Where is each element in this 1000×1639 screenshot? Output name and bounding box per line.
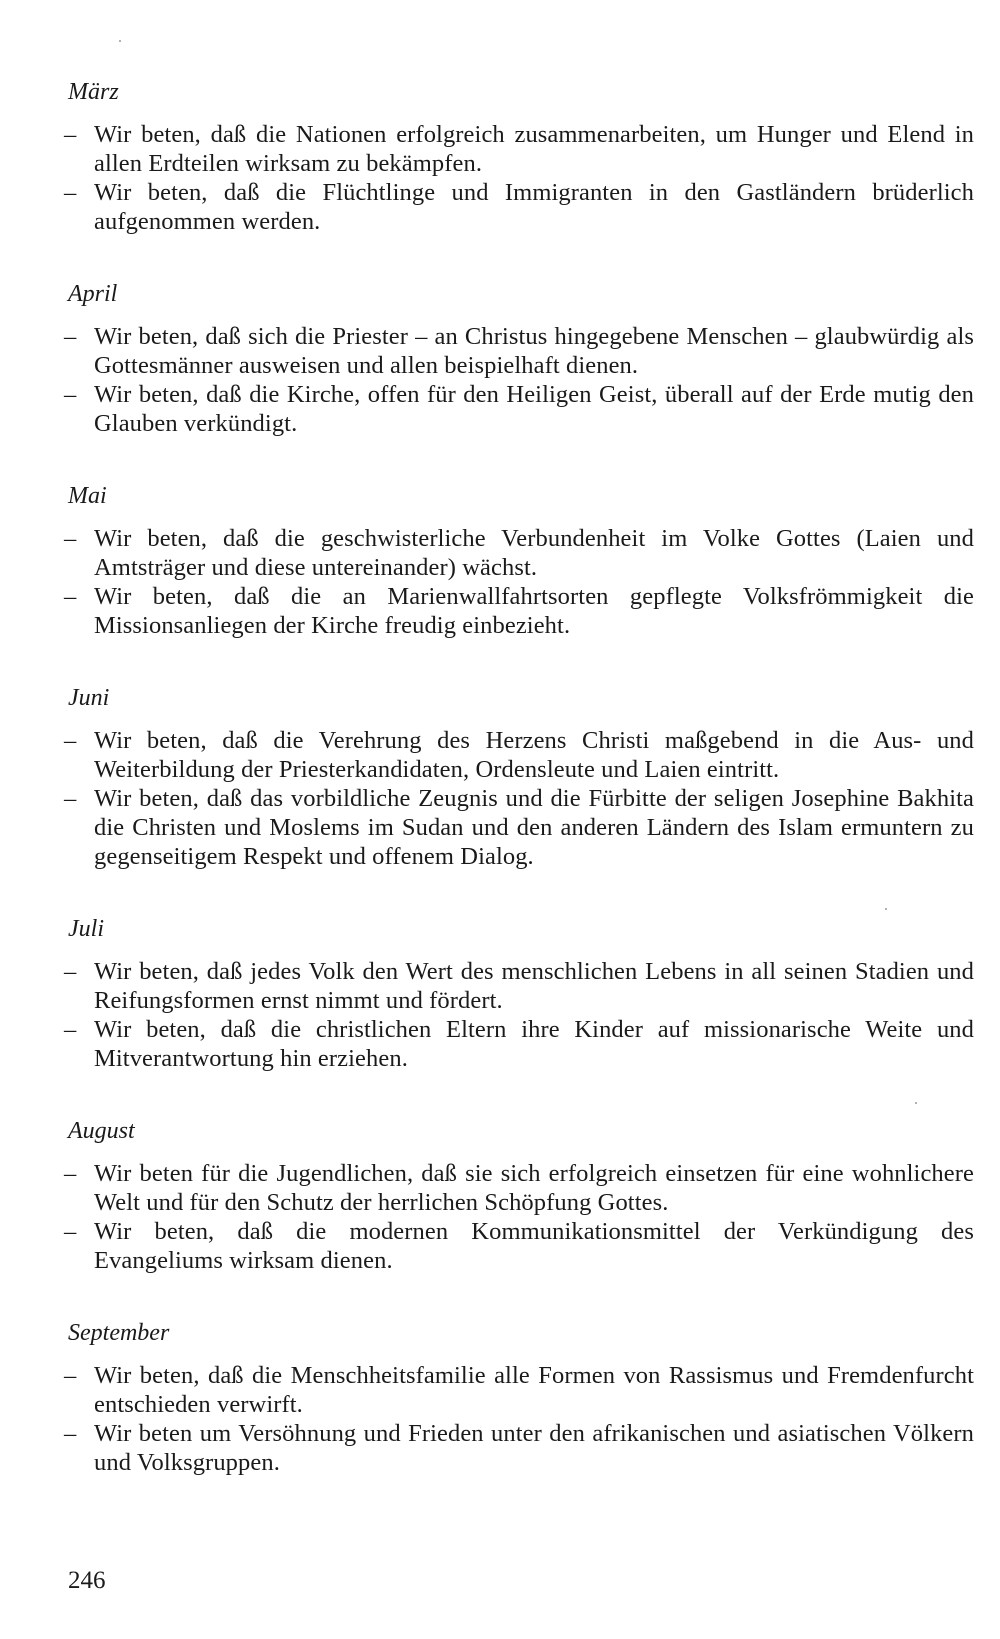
intention-text: Wir beten, daß sich die Priester – an Christus hingegebene Menschen – glaubwürdig als Gottesmänner ausweisen und allen beispielhaft dienen. [94, 323, 974, 379]
month-section [64, 78, 974, 236]
intention-text: Wir beten für die Jugendlichen, daß sie sich erfolgreich einsetzen für eine wohnlichere Welt und für den Schutz der herrlichen Schöpfung Gottes. [94, 1160, 974, 1216]
bullet-dash: – [64, 121, 77, 148]
prayer-intention [64, 1419, 974, 1477]
month-section [64, 684, 974, 871]
bullet-dash: – [64, 1016, 77, 1043]
month-section [64, 1117, 974, 1275]
prayer-intention [64, 120, 974, 178]
bullet-dash: – [64, 958, 77, 985]
intention-text: Wir beten, daß die Flüchtlinge und Immigranten in den Gastländern brüderlich aufgenommen werden. [94, 179, 974, 235]
intention-text: Wir beten, daß die an Marienwallfahrtsorten gepflegte Volksfrömmigkeit die Missionsanliegen der Kirche freudig einbezieht. [94, 583, 974, 639]
intention-text: Wir beten, daß die Kirche, offen für den Heiligen Geist, überall auf der Erde mutig den Glauben verkündigt. [94, 381, 974, 437]
intention-text: Wir beten, daß die christlichen Eltern ihre Kinder auf missionarische Weite und Mitverantwortung hin erziehen. [94, 1016, 974, 1072]
bullet-dash: – [64, 1420, 77, 1447]
prayer-intention [64, 957, 974, 1015]
bullet-dash: – [64, 381, 77, 408]
intention-text: Wir beten, daß die Verehrung des Herzens Christi maßgebend in die Aus- und Weiterbildung der Priesterkandidaten, Ordensleute und Laien eintritt. [94, 727, 974, 783]
prayer-intention [64, 322, 974, 380]
month-title: April [68, 281, 118, 307]
month-title: Mai [68, 483, 107, 509]
month-title: Juli [68, 916, 104, 942]
bullet-dash: – [64, 179, 77, 206]
prayer-intention [64, 582, 974, 640]
page-number: 246 [68, 1567, 106, 1594]
intention-text: Wir beten um Versöhnung und Frieden unter den afrikanischen und asiatischen Völkern und Volksgruppen. [94, 1420, 974, 1476]
month-title: August [68, 1118, 135, 1144]
bullet-dash: – [64, 785, 77, 812]
prayer-intention [64, 1361, 974, 1419]
month-title: März [68, 79, 119, 105]
prayer-intention [64, 1217, 974, 1275]
month-section [64, 280, 974, 438]
intention-text: Wir beten, daß die modernen Kommunikationsmittel der Verkündigung des Evangeliums wirksam dienen. [94, 1218, 974, 1274]
prayer-intentions-page [64, 78, 974, 1521]
bullet-dash: – [64, 727, 77, 754]
prayer-intention [64, 524, 974, 582]
intention-text: Wir beten, daß jedes Volk den Wert des menschlichen Lebens in all seinen Stadien und Reifungsformen ernst nimmt und fördert. [94, 958, 974, 1014]
prayer-intention [64, 726, 974, 784]
prayer-intention [64, 1015, 974, 1073]
scan-speck [119, 40, 121, 42]
intention-text: Wir beten, daß die Nationen erfolgreich zusammenarbeiten, um Hunger und Elend in allen Erdteilen wirksam zu bekämpfen. [94, 121, 974, 177]
bullet-dash: – [64, 583, 77, 610]
month-section [64, 1319, 974, 1477]
month-section [64, 482, 974, 640]
bullet-dash: – [64, 525, 77, 552]
prayer-intention [64, 784, 974, 871]
month-title: September [68, 1320, 170, 1346]
bullet-dash: – [64, 1218, 77, 1245]
prayer-intention [64, 178, 974, 236]
bullet-dash: – [64, 323, 77, 350]
intention-text: Wir beten, daß das vorbildliche Zeugnis und die Fürbitte der seligen Josephine Bakhita die Christen und Moslems im Sudan und den anderen Ländern des Islam ermuntern zu gegenseitigem Respekt und offenem Dialog. [94, 785, 974, 870]
intention-text: Wir beten, daß die Menschheitsfamilie alle Formen von Rassismus und Fremdenfurcht entschieden verwirft. [94, 1362, 974, 1418]
bullet-dash: – [64, 1160, 77, 1187]
month-section [64, 915, 974, 1073]
month-title: Juni [68, 685, 110, 711]
prayer-intention [64, 1159, 974, 1217]
intention-text: Wir beten, daß die geschwisterliche Verbundenheit im Volke Gottes (Laien und Amtsträger und diese untereinander) wächst. [94, 525, 974, 581]
bullet-dash: – [64, 1362, 77, 1389]
prayer-intention [64, 380, 974, 438]
